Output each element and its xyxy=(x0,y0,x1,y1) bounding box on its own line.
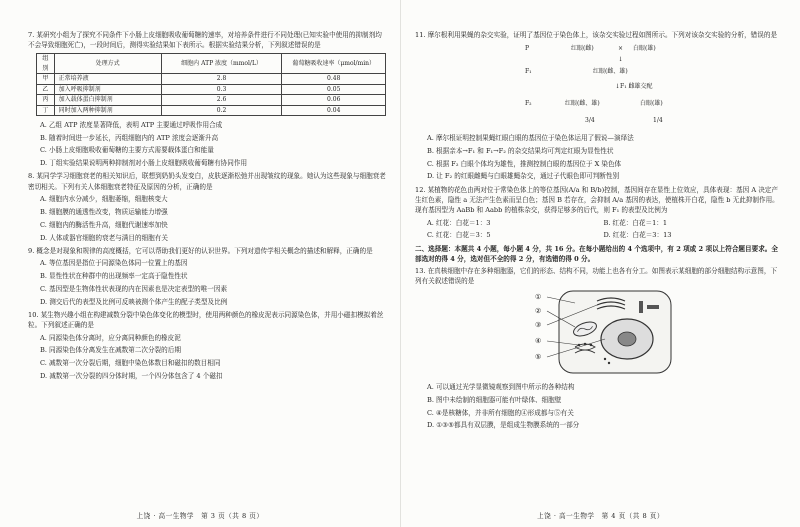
table-row xyxy=(37,95,386,106)
option-c: C. 减数第一次分裂后期，细胞中染色体数目和磁扣的数目相同 xyxy=(40,359,221,368)
table-cell: 丁 xyxy=(37,105,55,116)
table-cell: 0.48 xyxy=(282,74,386,85)
question-stem: 10. 某生物兴趣小组在构建减数分裂中染色体变化的模型时，使用两种颜色的橡皮泥表示同源染色体，并用小磁扣模拟着丝粒。下列叙述正确的是 xyxy=(28,310,384,330)
option-c: C. ④是核糖体，并非所有细胞的④形成都与⑤有关 xyxy=(427,408,574,417)
option-a: A. 同源染色体分离时，应分离同种颜色的橡皮泥 xyxy=(40,333,181,342)
option-b: B. 随着时间进一步延长，丙组细胞内的 ATP 浓度会逐渐升高 xyxy=(40,133,219,142)
right-page xyxy=(400,0,800,527)
table-row xyxy=(37,105,386,116)
question-stem: 9. 概念是对现象和规律的高度概括，它可以帮助我们更好的认识世界。下列对遗传学相关概念的描述和解释，正确的是 xyxy=(28,246,373,255)
options-row xyxy=(415,230,780,240)
table-cell: 甲 xyxy=(37,74,55,85)
cell-structure-figure xyxy=(535,289,675,375)
option-a: A. 等位基因是指位于同源染色体同一位置上的基因 xyxy=(40,259,188,268)
cross-diagram xyxy=(415,42,780,130)
question-13 xyxy=(415,266,780,431)
option-d: D. 让 F₂ 的红眼雌蝇与白眼雄蝇杂交，通过子代眼色即可判断性别 xyxy=(427,172,620,181)
section-heading: 二、选择题：本题共 4 小题，每小题 4 分，共 16 分。在每小题给出的 4 个选项中，有 2 项或 2 项以上符合题目要求。全部选对的得 4 分，选对但不全的得 2 分，有选错的得 0 分。 xyxy=(415,244,778,263)
table-header: 细胞内 ATP 浓度（mmol/L） xyxy=(161,54,282,74)
table-cell: 同时加入两种抑制剂 xyxy=(54,105,161,116)
option-c: C. 红花：白花＝3：5 xyxy=(427,231,491,240)
table-cell: 丙 xyxy=(37,95,55,106)
options-row xyxy=(415,218,780,228)
table-cell: 乙 xyxy=(37,84,55,95)
table-header: 葡萄糖吸收速率（μmol/min） xyxy=(282,54,386,74)
table-cell: 0.05 xyxy=(282,84,386,95)
table-header-row xyxy=(37,54,386,74)
figure-label: ② xyxy=(535,306,542,315)
figure-label: ③ xyxy=(535,320,542,329)
experiment-table xyxy=(36,53,386,116)
table-cell: 0.06 xyxy=(282,95,386,106)
option-d: D. ①③⑤都具有双层膜，是组成生物膜系统的一部分 xyxy=(427,421,580,430)
table-row xyxy=(37,84,386,95)
option-b: B. 红花：白花＝1：1 xyxy=(603,218,668,227)
option-c: C. 小肠上皮细胞吸收葡萄糖的主要方式需要载体蛋白和能量 xyxy=(40,146,214,155)
option-a: A. 乙组 ATP 浓度显著降低，表明 ATP 主要通过呼吸作用合成 xyxy=(40,121,223,130)
table-cell: 加入呼吸抑制剂 xyxy=(54,84,161,95)
option-d: D. 丁组实验结果说明两种抑制剂对小肠上皮细胞吸收葡萄糖有协同作用 xyxy=(40,159,248,168)
option-a: A. 细胞内水分减少，细胞萎缩，细胞核变大 xyxy=(40,195,168,204)
generation-p-label: P xyxy=(525,45,530,53)
option-b: B. 显性性状在种群中的出现频率一定高于隐性性状 xyxy=(40,272,188,281)
question-9 xyxy=(28,246,386,307)
ratio-white: 1/4 xyxy=(653,117,663,125)
cross-symbol: × xyxy=(618,45,624,53)
option-d: D. 人体或器官细胞的衰老与满目的细胞有关 xyxy=(40,233,168,242)
option-c: C. 细胞内的酶活性升高，细胞代谢速率加快 xyxy=(40,220,168,229)
f1-phenotype: 红眼(雌、雄) xyxy=(593,68,628,76)
option-a: A. 红花：白花＝1：3 xyxy=(427,218,491,227)
option-b: B. 细胞膜的通透性改变，物质运输能力增强 xyxy=(40,208,168,217)
option-d: D. 红花：白花＝3：13 xyxy=(603,231,672,240)
table-cell: 0.04 xyxy=(282,105,386,116)
option-c: C. 根据 F₂ 白眼个体均为雄性，推测控制白眼的基因位于 X 染色体 xyxy=(427,159,622,168)
table-cell: 正常培养液 xyxy=(54,74,161,85)
question-11 xyxy=(415,30,780,182)
arrow-down-icon: ↓ xyxy=(618,56,624,64)
page-footer: 上饶 · 高一生物学 第 4 页（共 8 页） xyxy=(537,511,664,520)
option-a: A. 摩尔根证明控制果蝇红眼白眼的基因位于染色体运用了假说—演绎法 xyxy=(427,134,634,143)
f2-phenotype-red: 红眼(雌、雄) xyxy=(565,100,600,108)
page-footer: 上饶 · 高一生物学 第 3 页（共 8 页） xyxy=(136,511,264,520)
question-8 xyxy=(28,171,386,242)
parent-female: 红眼(雌) xyxy=(571,45,594,53)
table-header: 组别 xyxy=(37,54,55,74)
option-d: D. 测交后代的表型及比例可反映被测个体产生的配子类型及比例 xyxy=(40,297,228,306)
question-stem: 12. 某植物的花色由两对位于常染色体上的等位基因(A/a 和 B/b)控制，基因间存在显性上位效应，具体表现：基因 A 决定产生红色素，隐性 a 无法产生色素而呈白色；基因 B 若存在，会抑制 A/a 基因的表达，使植株开白花，隐性 b 无此抑制作用。现有基因型为 AaBb 和 Aabb 的植株杂交，获得足够多的后代，则 F₁ 的表型及比例为 xyxy=(415,185,779,215)
table-header: 处理方式 xyxy=(54,54,161,74)
f2-phenotype-white: 白眼(雄) xyxy=(640,100,663,108)
table-cell: 2.8 xyxy=(161,74,282,85)
option-b: B. 根据亲本→F₁ 和 F₁→F₂ 的杂交结果均可判定红眼为显性性状 xyxy=(427,146,614,155)
table-cell: 0.3 xyxy=(161,84,282,95)
f1-mating: ↓F₁ 雌雄交配 xyxy=(615,83,653,91)
table-row xyxy=(37,74,386,85)
parent-male: 白眼(雄) xyxy=(633,45,656,53)
table-cell: 0.2 xyxy=(161,105,282,116)
question-10 xyxy=(28,310,386,381)
option-b: B. 图中未绘制的细胞器可能有叶绿体、细胞壁 xyxy=(427,396,562,404)
generation-f1-label: F₁ xyxy=(525,68,532,76)
option-d: D. 减数第一次分裂的四分体时期，一个四分体包含了 4 个磁扣 xyxy=(40,371,223,380)
question-stem: 13. 在真核细胞中存在多种细胞器，它们的形态、结构不同，功能上也各有分工。如图表示某细胞的部分细胞结构示意图，下列有关叙述错误的是 xyxy=(415,267,778,286)
figure-label: ① xyxy=(535,292,542,301)
table-cell: 加入载体蛋白抑制剂 xyxy=(54,95,161,106)
question-7 xyxy=(28,30,386,168)
generation-f2-label: F₂ xyxy=(525,100,532,108)
question-stem: 7. 某研究小组为了探究不同条件下小肠上皮细胞吸收葡萄糖的速率，对培养条件进行不同处理(已知实验中使用的抑制剂均不会导致细胞死亡)，一段时间后，测得实验结果如下表所示。根据实验结果分析，下列叙述错误的是 xyxy=(28,31,382,50)
ratio-red: 3/4 xyxy=(585,117,595,125)
question-stem: 11. 摩尔根利用果蝇的杂交实验，证明了基因位于染色体上，该杂交实验过程如图所示。下列对该杂交实验的分析，错误的是 xyxy=(415,31,778,39)
option-c: C. 基因型是生物体性状表现的内在因素也是决定表型的唯一因素 xyxy=(40,284,228,293)
option-b: B. 同源染色体分离发生在减数第二次分裂的后期 xyxy=(40,346,181,355)
nucleolus xyxy=(618,332,636,346)
figure-label: ④ xyxy=(535,336,542,345)
question-stem: 8. 某同学学习细胞衰老的相关知识后，联想到奶奶头发变白，皮肤逐渐松弛并出现皱纹的现象。她认为这些现象与细胞衰老密切相关。下列有关人体细胞衰老特征及原因的分析，正确的是 xyxy=(28,172,386,191)
question-12 xyxy=(415,185,780,241)
figure-label: ⑤ xyxy=(535,352,542,361)
table-cell: 2.6 xyxy=(161,95,282,106)
option-a: A. 可以通过光学显微镜观察到图中所示的各种结构 xyxy=(427,383,575,392)
